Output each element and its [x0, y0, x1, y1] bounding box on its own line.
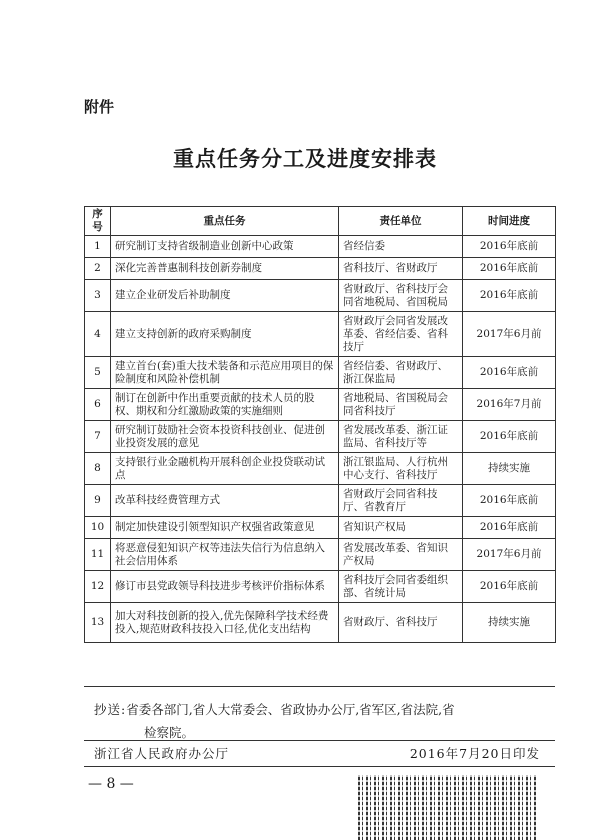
row-unit: 省财政厅会同省科技厅、省教育厅	[339, 485, 463, 517]
task-table	[84, 206, 556, 643]
row-progress: 持续实施	[463, 603, 556, 643]
row-task: 修订市县党政领导科技进步考核评价指标体系	[111, 571, 339, 603]
table-row	[85, 539, 556, 571]
header-progress: 时间进度	[463, 207, 556, 236]
row-no: 8	[85, 453, 111, 485]
table-row	[85, 485, 556, 517]
table-row	[85, 258, 556, 280]
row-no: 13	[85, 603, 111, 643]
row-unit: 省知识产权局	[339, 517, 463, 539]
row-progress: 2016年底前	[463, 517, 556, 539]
row-progress: 2016年底前	[463, 485, 556, 517]
cc-label: 抄送:	[94, 702, 127, 717]
row-progress: 2016年底前	[463, 357, 556, 389]
page-number: — 8 —	[88, 776, 134, 792]
row-unit: 省财政厅、省科技厅	[339, 603, 463, 643]
row-task: 将恶意侵犯知识产权等违法失信行为信息纳入社会信用体系	[111, 539, 339, 571]
issuer: 浙江省人民政府办公厅	[94, 746, 230, 761]
table-row	[85, 357, 556, 389]
barcode-image	[358, 775, 538, 840]
row-progress: 2016年底前	[463, 421, 556, 453]
row-no: 1	[85, 236, 111, 258]
row-unit: 省发展改革委、省知识产权局	[339, 539, 463, 571]
row-unit: 省财政厅、省科技厅会同省地税局、省国税局	[339, 280, 463, 312]
row-unit: 省地税局、省国税局会同省科技厅	[339, 389, 463, 421]
row-unit: 省发展改革委、浙江证监局、省科技厅等	[339, 421, 463, 453]
cc-line-1: 省委各部门,省人大常委会、省政协办公厅,省军区,省法院,省	[126, 702, 455, 717]
row-task: 制定加快建设引领型知识产权强省政策意见	[111, 517, 339, 539]
header-unit: 责任单位	[339, 207, 463, 236]
row-task: 建立企业研发后补助制度	[111, 280, 339, 312]
row-task: 改革科技经费管理方式	[111, 485, 339, 517]
issuer-bottom-rule	[84, 766, 555, 767]
row-no: 12	[85, 571, 111, 603]
table-row	[85, 603, 556, 643]
issue-date: 2016年7月20日印发	[409, 746, 540, 761]
header-task: 重点任务	[111, 207, 339, 236]
row-no: 2	[85, 258, 111, 280]
cc-line-2: 检察院。	[144, 725, 195, 740]
table-row	[85, 571, 556, 603]
row-progress: 2017年6月前	[463, 539, 556, 571]
row-unit: 省经信委、省财政厅、浙江保监局	[339, 357, 463, 389]
table-row	[85, 312, 556, 357]
table-header-row	[85, 207, 556, 236]
row-task: 制订在创新中作出重要贡献的技术人员的股权、期权和分红激励政策的实施细则	[111, 389, 339, 421]
row-progress: 2016年7月前	[463, 389, 556, 421]
row-no: 7	[85, 421, 111, 453]
table-row	[85, 280, 556, 312]
row-task: 建立支持创新的政府采购制度	[111, 312, 339, 357]
row-unit: 省科技厅、省财政厅	[339, 258, 463, 280]
row-no: 5	[85, 357, 111, 389]
row-unit: 省经信委	[339, 236, 463, 258]
row-no: 11	[85, 539, 111, 571]
row-unit: 省财政厅会同省发展改革委、省经信委、省科技厅	[339, 312, 463, 357]
table-row	[85, 421, 556, 453]
row-unit: 省科技厅会同省委组织部、省统计局	[339, 571, 463, 603]
row-unit: 浙江银监局、人行杭州中心支行、省科技厅	[339, 453, 463, 485]
table-row	[85, 389, 556, 421]
cc-block	[94, 698, 544, 744]
row-task: 建立首台(套)重大技术装备和示范应用项目的保险制度和风险补偿机制	[111, 357, 339, 389]
row-task: 支持银行业金融机构开展科创企业投贷联动试点	[111, 453, 339, 485]
row-progress: 2016年底前	[463, 280, 556, 312]
row-task: 加大对科技创新的投入,优先保障科学技术经费投入,规范财政科技投入口径,优化支出结构	[111, 603, 339, 643]
issuer-top-rule	[84, 740, 555, 741]
document-title: 重点任务分工及进度安排表	[173, 147, 437, 171]
table-row	[85, 236, 556, 258]
cc-top-rule	[84, 686, 555, 687]
row-progress: 2016年底前	[463, 258, 556, 280]
row-progress: 2017年6月前	[463, 312, 556, 357]
row-no: 6	[85, 389, 111, 421]
table-row	[85, 517, 556, 539]
row-progress: 持续实施	[463, 453, 556, 485]
row-task: 研究制订鼓励社会资本投资科技创业、促进创业投资发展的意见	[111, 421, 339, 453]
header-no: 序号	[85, 207, 111, 236]
row-progress: 2016年底前	[463, 236, 556, 258]
table-row	[85, 453, 556, 485]
row-no: 4	[85, 312, 111, 357]
row-task: 深化完善普惠制科技创新券制度	[111, 258, 339, 280]
annex-label: 附件	[84, 98, 115, 116]
row-progress: 2016年底前	[463, 571, 556, 603]
row-no: 9	[85, 485, 111, 517]
row-task: 研究制订支持省级制造业创新中心政策	[111, 236, 339, 258]
row-no: 10	[85, 517, 111, 539]
row-no: 3	[85, 280, 111, 312]
